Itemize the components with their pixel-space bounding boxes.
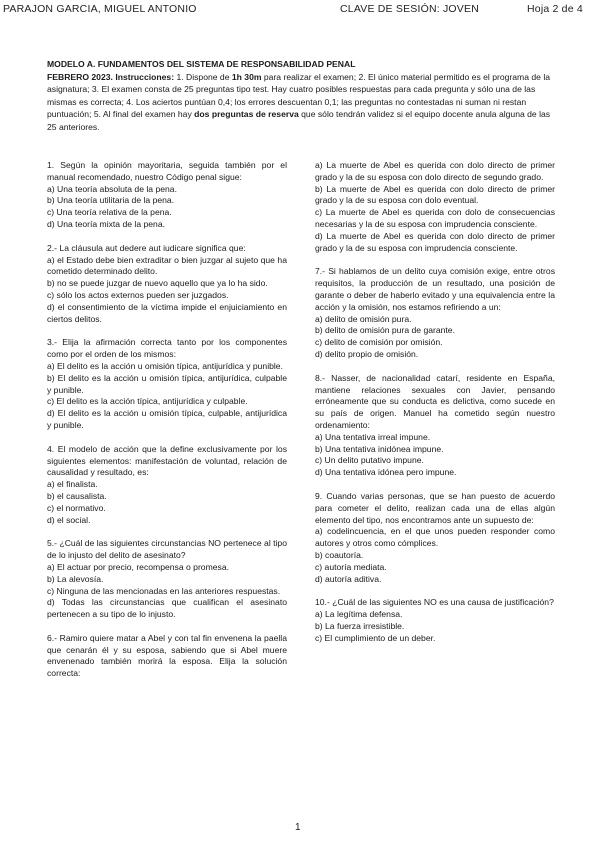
- question: [47, 243, 287, 326]
- question: [47, 444, 287, 527]
- instructions-text: [47, 71, 557, 134]
- question-stem: 5.- ¿Cuál de las siguientes circunstancias NO pertenece al tipo de lo injusto del delito de asesinato?: [47, 538, 287, 561]
- question-stem: 6.- Ramiro quiere matar a Abel y con tal fin envenena la paella que cenarán él y su esposa, sabiendo que si Abel muere envenenado también morirá la esposa. Elija la solución correcta:: [47, 632, 287, 679]
- answer-option: a) delito de omisión pura.: [315, 313, 412, 324]
- answer-option: b) delito de omisión pura de garante.: [315, 325, 455, 336]
- answer-option: c) El delito es la acción típica, antijurídica y culpable.: [47, 396, 248, 407]
- answer-option: d) delito propio de omisión.: [315, 348, 419, 359]
- answer-option: b) no se puede juzgar de nuevo aquello que ya lo ha sido.: [47, 278, 268, 289]
- questions-left-column: [47, 160, 287, 692]
- answer-option: a) el Estado debe bien extraditar o bien juzgar al sujeto que ha cometido determinado delito.: [47, 254, 287, 277]
- answer-option: d) el social.: [47, 514, 91, 525]
- answer-option: c) La muerte de Abel es querida con dolo de consecuencias necesarias y la de su esposa con imprudencia consciente.: [315, 207, 555, 229]
- question: [47, 337, 287, 431]
- answer-option: b) El delito es la acción u omisión típica, antijurídica, culpable y punible.: [47, 372, 287, 395]
- answer-option: d) Una teoría mixta de la pena.: [47, 218, 165, 229]
- question-stem: 3.- Elija la afirmación correcta tanto por los componentes como por el orden de los mismos:: [47, 337, 287, 360]
- answer-option: b) Una tentativa inidónea impune.: [315, 443, 444, 454]
- answer-option: b) La alevosía.: [47, 573, 104, 584]
- question: [315, 491, 555, 585]
- page-number: 1: [295, 822, 301, 833]
- question: [47, 160, 287, 231]
- question-stem: 10.- ¿Cuál de las siguientes NO es una causa de justificación?: [315, 597, 554, 608]
- session-key: CLAVE DE SESIÓN: JOVEN: [340, 3, 479, 15]
- exam-instructions: [47, 58, 557, 134]
- answer-option: c) El cumplimiento de un deber.: [315, 632, 436, 643]
- exam-duration: 1h 30m: [231, 71, 262, 82]
- question: [47, 633, 287, 680]
- answer-option: a) El delito es la acción u omisión típica, antijurídica y punible.: [47, 360, 283, 371]
- answer-option: b) La fuerza irresistible.: [315, 620, 405, 631]
- answer-option: a) El actuar por precio, recompensa o promesa.: [47, 561, 229, 572]
- question: [315, 373, 555, 479]
- answer-option: c) Un delito putativo impune.: [315, 455, 424, 466]
- answer-option: c) Ninguna de las mencionadas en las anteriores respuestas.: [47, 585, 281, 596]
- answer-option: d) el consentimiento de la víctima impide el enjuiciamiento en ciertos delitos.: [47, 301, 287, 324]
- answer-option: d) El delito es la acción u omisión típica, culpable, antijurídica y punible.: [47, 408, 287, 430]
- exam-title: MODELO A. FUNDAMENTOS DEL SISTEMA DE RESPONSABILIDAD PENAL: [47, 59, 356, 69]
- answer-option: a) La legítima defensa.: [315, 609, 403, 620]
- answer-option: d) autoría aditiva.: [315, 573, 382, 584]
- question-stem: 4. El modelo de acción que la define exclusivamente por los siguientes elementos: manifestación de voluntad, relación de causalidad y resultado, es:: [47, 443, 287, 478]
- answer-option: c) el normativo.: [47, 502, 106, 513]
- question: [47, 538, 287, 621]
- answer-option: c) sólo los actos externos pueden ser juzgados.: [47, 289, 229, 300]
- answer-option: d) Una tentativa idónea pero impune.: [315, 467, 457, 478]
- answer-option: b) coautoría.: [315, 549, 364, 560]
- reserve-questions: dos preguntas de reserva: [194, 109, 299, 120]
- exam-date: FEBRERO 2023.: [47, 71, 113, 82]
- question-stem: 8.- Nasser, de nacionalidad catarí, residente en España, mantiene relaciones sexuales con Javier, pensando erróneamente que su conducta es delictiva, como sucede en su país de origen. Manuel ha cometido según nuestro ordenamiento:: [315, 372, 555, 430]
- answer-option: b) La muerte de Abel es querida con dolo directo de primer grado y la de su esposa con dolo eventual.: [315, 183, 555, 206]
- answer-option: c) Una teoría relativa de la pena.: [47, 207, 172, 218]
- answer-option: b) el causalista.: [47, 490, 107, 501]
- answer-option: a) Una teoría absoluta de la pena.: [47, 183, 177, 194]
- answer-option: a) el finalista.: [47, 479, 98, 490]
- page-indicator: Hoja 2 de 4: [527, 3, 583, 15]
- question-stem: 7.- Si hablamos de un delito cuya comisión exige, entre otros requisitos, la producción de un resultado, una posición de garante o deber de haberlo evitado y una equivalencia entre la acción y la omisión, nos estamos refiriendo a un:: [315, 266, 555, 312]
- answer-option: a) codelincuencia, en el que unos pueden responder como autores y otros como cómplices.: [315, 526, 555, 549]
- answer-option: a) La muerte de Abel es querida con dolo directo de primer grado y la de su esposa con dolo directo de segundo grado.: [315, 160, 555, 182]
- instructions-part-1: 1. Dispone de: [176, 71, 230, 82]
- answer-option: a) Una tentativa irreal impune.: [315, 431, 431, 442]
- answer-option: d) La muerte de Abel es querida con dolo directo de primer grado y la de su esposa con imprudencia consciente.: [315, 230, 555, 253]
- question-stem: 1. Según la opinión mayoritaria, seguida también por el manual recomendado, nuestro Código penal sigue:: [47, 160, 287, 182]
- answer-option: b) Una teoría utilitaria de la pena.: [47, 195, 175, 206]
- answer-option: c) delito de comisión por omisión.: [315, 337, 443, 348]
- instructions-part-2: para realizar el examen; 2. El único material permitido es el programa de la asignatura; 3. El examen consta de 25 preguntas tipo test. Hay cuatro posibles respuestas para cada pregunta y sólo una de las mismas es correcta; 4. Los aciertos puntúan 0,4; los errores descuentan 0,1; las preguntas no contestadas ni suman ni restan puntuación; 5. Al final del examen hay: [47, 71, 551, 120]
- answer-option: c) autoría mediata.: [315, 561, 387, 572]
- question: [315, 266, 555, 360]
- answer-option: d) Todas las circunstancias que cualifican el asesinato pertenecen a su tipo de lo injusto.: [47, 597, 287, 620]
- student-name: PARAJON GARCIA, MIGUEL ANTONIO: [3, 3, 197, 15]
- instructions-label: Instrucciones:: [115, 71, 175, 82]
- question: [315, 597, 555, 644]
- question: [315, 160, 555, 254]
- questions-right-column: [315, 160, 555, 656]
- question-stem: 2.- La cláusula aut dedere aut iudicare significa que:: [47, 242, 246, 253]
- question-stem: 9. Cuando varias personas, que se han puesto de acuerdo para cometer el delito, realizan cada una de ellas algún elemento del tipo, nos encontramos ante un supuesto de:: [315, 490, 555, 525]
- instructions-part-3: que sólo tendrán validez si el equipo docente anula alguna de las 25 anteriores.: [47, 109, 551, 132]
